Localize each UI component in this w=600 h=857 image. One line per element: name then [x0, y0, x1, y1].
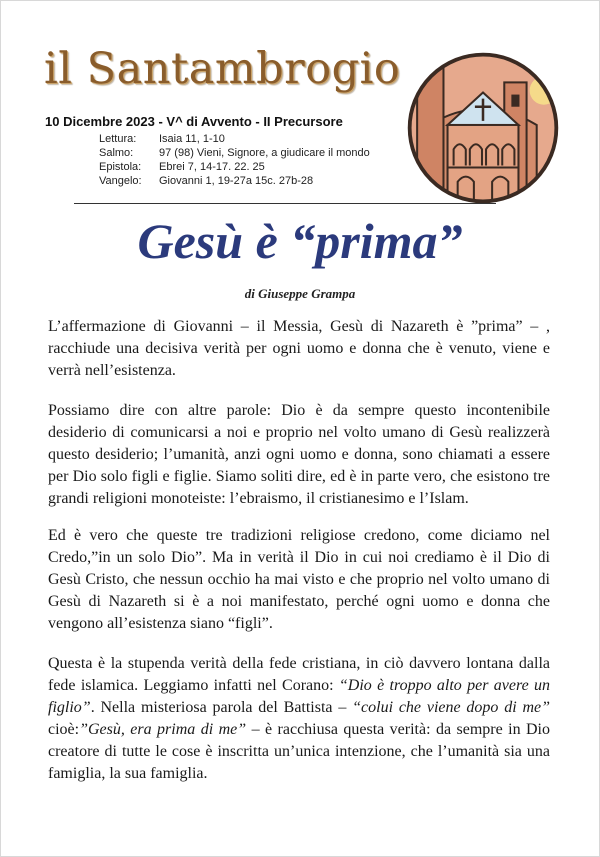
reading-row — [99, 160, 370, 174]
church-logo-icon — [407, 52, 559, 204]
article-paragraph — [48, 653, 550, 785]
article-title: Gesù è “prima” — [137, 213, 463, 269]
text-run: . Nella misteriosa parola del Battista – — [90, 699, 353, 716]
reading-row — [99, 174, 370, 188]
reading-text: Isaia 11, 1-10 — [159, 133, 225, 145]
reading-label: Vangelo: — [99, 175, 142, 187]
quote-text: “Dio è troppo alto per avere un figlio” — [48, 677, 550, 716]
header-divider — [74, 203, 496, 204]
text-run: cioè: — [48, 721, 80, 738]
quote-text: “colui che viene dopo di me” — [352, 699, 551, 716]
reading-row — [99, 132, 370, 146]
readings-list — [99, 132, 370, 188]
article-paragraph: Ed è vero che queste tre tradizioni religiose credono, come diciamo nel Credo,”in un solo Dio”. Ma in verità il Dio in cui noi crediamo è il Dio di Gesù Cristo, che nessun occhio ha mai visto e che proprio nel volto umano di Gesù di Nazareth si è a noi manifestato, perché ogni uomo e donna che vengono all’esistenza siano “figli”. — [48, 527, 550, 632]
text-run: Questa è la stupenda verità della fede cristiana, in ciò davvero lontana dalla fede islamica. Leggiamo infatti nel Corano: — [48, 655, 550, 694]
quote-text: ”Gesù, era prima di me” — [79, 721, 247, 738]
reading-label: Lettura: — [99, 133, 137, 145]
header-info — [45, 114, 370, 188]
masthead-title: il Santambrogio — [44, 44, 401, 94]
reading-label: Salmo: — [99, 147, 134, 159]
reading-text: Giovanni 1, 19-27a 15c. 27b-28 — [159, 175, 314, 187]
article-byline: di Giuseppe Grampa — [244, 286, 356, 301]
article-paragraph: Possiamo dire con altre parole: Dio è da sempre questo incontenibile desiderio di comunicarsi a noi e proprio nel volto umano di Gesù realizzerà questo desiderio; l’umanità, anzi ogni uomo e donna, sono chiamati a essere per Dio solo figli e figlie. Siamo soliti dire, ed è in parte vero, che esistono tre grandi religioni monoteiste: l’ebraismo, il cristianesimo e l’Islam. — [48, 402, 550, 507]
article-paragraph: L’affermazione di Giovanni – il Messia, Gesù di Nazareth è ”prima” – , racchiude una decisiva verità per ogni uomo e donna che è venuto, viene e verrà nell’esistenza. — [48, 318, 550, 379]
reading-label: Epistola: — [99, 161, 142, 173]
article-body — [48, 316, 550, 803]
text-run: – è racchiusa questa verità: da sempre in Dio creatore di tutte le cose è inscritta un’unica intenzione, che l’umanità sia una famiglia, la sua famiglia. — [48, 721, 551, 782]
reading-text: Ebrei 7, 14-17. 22. 25 — [159, 161, 265, 173]
date-line: 10 Dicembre 2023 - V^ di Avvento - II Precursore — [45, 114, 343, 129]
reading-row — [99, 146, 370, 160]
reading-text: 97 (98) Vieni, Signore, a giudicare il mondo — [159, 147, 370, 159]
